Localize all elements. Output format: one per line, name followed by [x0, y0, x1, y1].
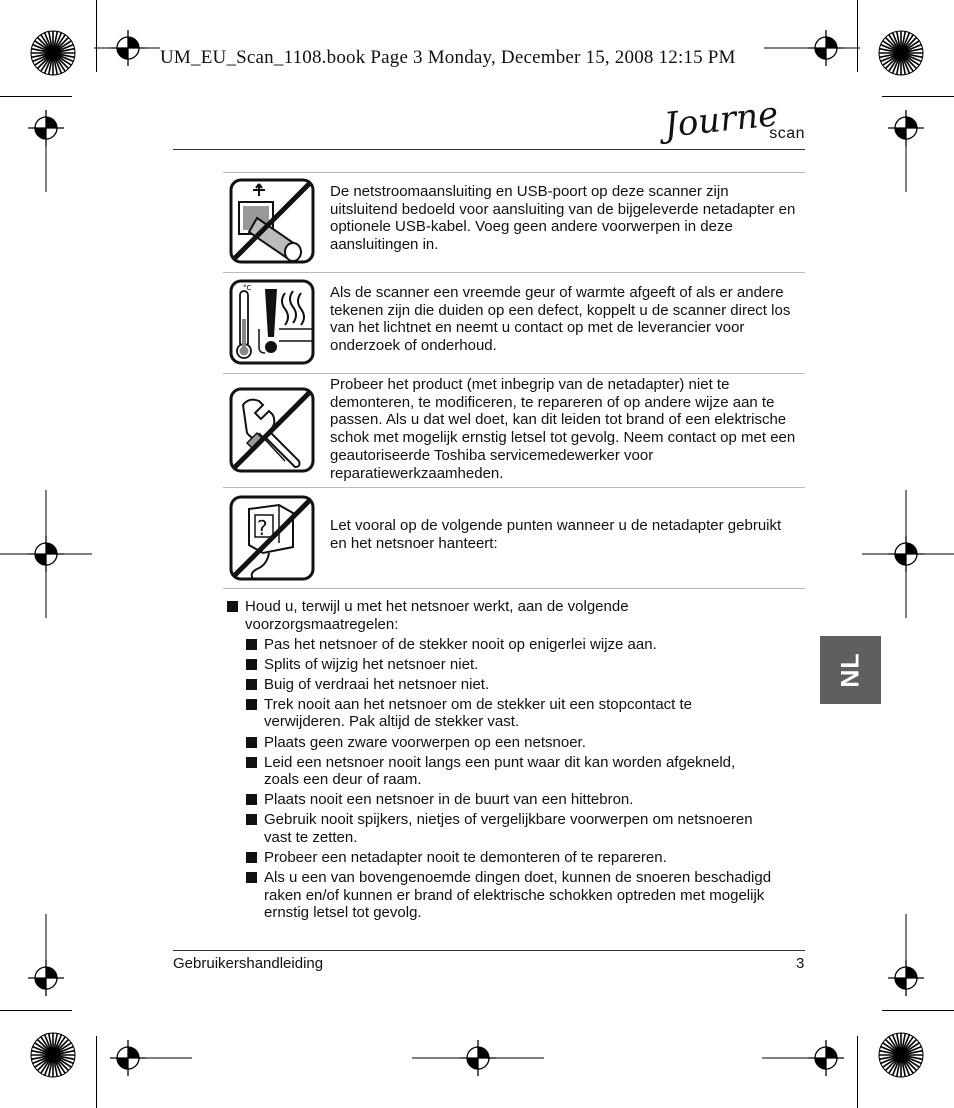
bullet-square: [246, 699, 257, 710]
bullet-square: [246, 814, 257, 825]
bullet-square: [246, 639, 257, 650]
bullet-square: [246, 737, 257, 748]
table-rule: [223, 588, 805, 589]
list-item: Gebruik nooit spijkers, nietjes of vergelijkbare voorwerpen om netsnoeren: [264, 811, 753, 828]
language-tab-label: NL: [836, 652, 864, 688]
svg-text:°C: °C: [243, 284, 252, 292]
list-item-continuation: vast te zetten.: [264, 829, 358, 846]
bullet-square: [246, 852, 257, 863]
list-item-continuation: zoals een deur of raam.: [264, 771, 422, 788]
warning-text: Let vooral op de volgende punten wanneer u de netadapter gebruikt en het netsnoer hanteert:: [330, 517, 782, 552]
footer-title: Gebruikershandleiding: [173, 955, 324, 972]
adapter-question-icon: [229, 495, 315, 581]
print-slug: UM_EU_Scan_1108.book Page 3 Monday, December 15, 2008 12:15 PM: [160, 47, 736, 68]
brand-logo-scan: scan: [769, 125, 805, 142]
warning-row: [223, 374, 805, 487]
main-bullet-line: Houd u, terwijl u met het netsnoer werkt, aan de volgende: [245, 598, 629, 615]
svg-text:?: ?: [257, 516, 268, 540]
main-bullet-line: voorzorgsmaatregelen:: [245, 616, 399, 633]
list-item: Probeer een netadapter nooit te demonteren of te repareren.: [264, 849, 667, 866]
list-item: Pas het netsnoer of de stekker nooit op enigerlei wijze aan.: [264, 636, 657, 653]
list-item: Leid een netsnoer nooit langs een punt waar dit kan worden afgekneld,: [264, 754, 736, 771]
bullet-square: [246, 757, 257, 768]
warning-text: De netstroomaansluiting en USB-poort op deze scanner zijn uitsluitend bedoeld voor aansluiting van de bijgeleverde netadapter en optionele USB-kabel. Voeg geen andere voorwerpen in deze aansluitingen in.: [330, 183, 796, 254]
list-item-continuation: ernstig letsel tot gevolg.: [264, 904, 422, 921]
list-item: Trek nooit aan het netsnoer om de stekker uit een stopcontact te: [264, 696, 693, 713]
bullet-square: [246, 872, 257, 883]
list-item-continuation: verwijderen. Pak altijd de stekker vast.: [264, 713, 520, 730]
warning-row: [223, 488, 805, 588]
bullet-square: [246, 794, 257, 805]
no-usb-plug-icon: [229, 178, 315, 264]
footer-rule: [173, 950, 805, 951]
warning-text: Als de scanner een vreemde geur of warmte afgeeft of als er andere tekenen zijn die duiden op een defect, koppelt u de scanner direct los van het lichtnet en neemt u contact op met de leverancier voor onderzoek of onderhoud.: [330, 284, 791, 355]
list-item: Buig of verdraai het netsnoer niet.: [264, 676, 490, 693]
list-item: Splits of wijzig het netsnoer niet.: [264, 656, 479, 673]
heat-smell-warning-icon: [229, 279, 315, 365]
no-wrench-icon: [229, 387, 315, 473]
list-item-continuation: raken en/of kunnen er brand of elektrische schokken optreden met mogelijk: [264, 887, 765, 904]
page-number: 3: [796, 955, 805, 972]
list-item: Plaats geen zware voorwerpen op een netsnoer.: [264, 734, 586, 751]
header-rule: [173, 149, 805, 150]
bullet-square: [246, 659, 257, 670]
list-item: Als u een van bovengenoemde dingen doet, kunnen de snoeren beschadigd: [264, 869, 772, 886]
warning-row: [223, 173, 805, 272]
brand-logo-script: Journe: [661, 94, 780, 146]
warning-row: [223, 273, 805, 373]
bullet-square: [227, 601, 238, 612]
bullet-square: [246, 679, 257, 690]
language-tab: [820, 636, 881, 704]
list-item: Plaats nooit een netsnoer in de buurt van een hittebron.: [264, 791, 634, 808]
warning-text: Probeer het product (met inbegrip van de netadapter) niet te demonteren, te modificeren, te repareren of op andere wijze aan te passen. Als u dat wel doet, kan dit leiden tot brand of een elektrische schok met mogelijk ernstig letsel tot gevolg. Neem contact op met een geautoriseerde Toshiba servicemedewerker voor reparatiewerkzaamheden.: [330, 376, 796, 482]
